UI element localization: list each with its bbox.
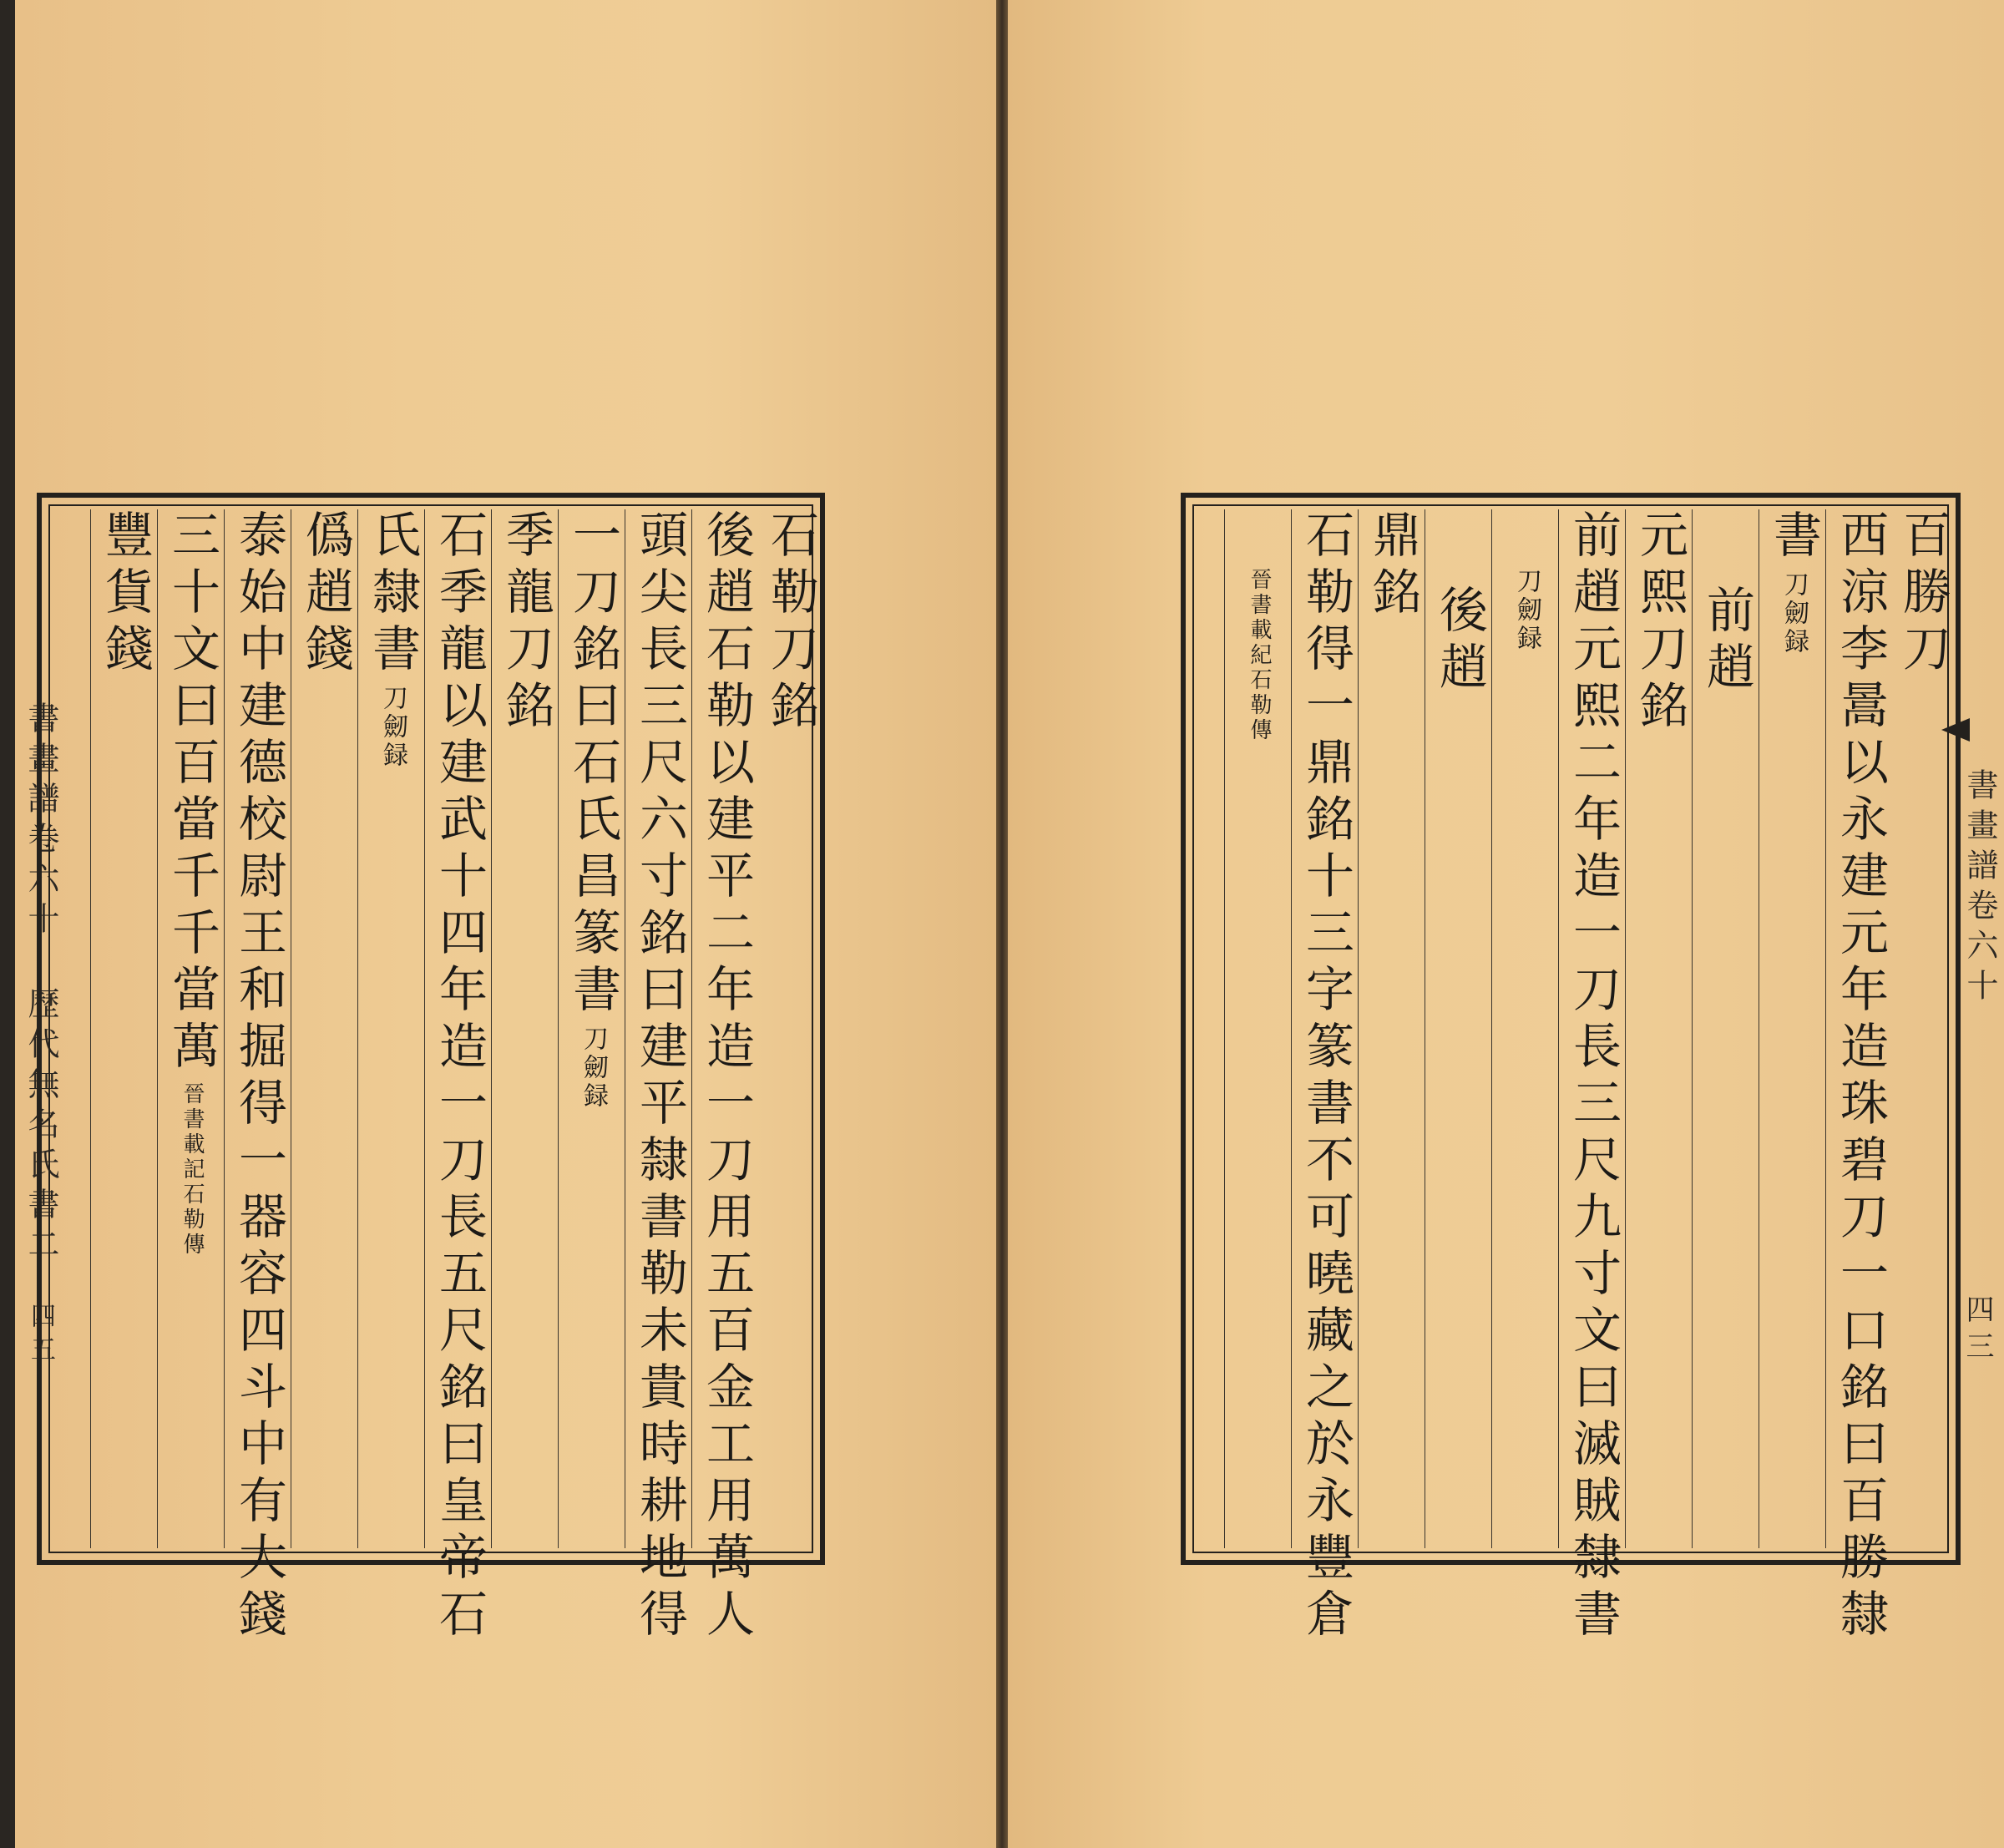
left-page-number: 四五 (26, 1303, 55, 1370)
column-text: 僞趙錢 (297, 509, 354, 680)
column-text: 鼎銘 (1364, 509, 1421, 623)
column-text: 三十文曰百當千千當萬 (164, 509, 220, 1077)
right-page-number: 四三 (1961, 1294, 1994, 1368)
text-column-2 (691, 509, 755, 1645)
text-column-1 (1892, 509, 1951, 1548)
text-column-8 (291, 509, 354, 1548)
text-column-1 (760, 509, 819, 1548)
text-column-7 (1491, 509, 1551, 1548)
text-column-5 (1625, 509, 1688, 1548)
text-column-10 (157, 509, 220, 1548)
column-text: 泰始中建德校尉王和掘得一器容四斗中有大錢 (230, 509, 287, 1645)
text-column-6 (1558, 509, 1622, 1645)
text-column-10 (1291, 509, 1354, 1645)
text-column-9 (224, 509, 287, 1645)
right-text-frame (1181, 493, 1961, 1645)
text-column-4 (558, 509, 621, 1548)
column-text: 元熙刀銘 (1632, 509, 1688, 737)
text-column-7 (357, 509, 421, 1548)
column-text: 季龍刀銘 (498, 509, 554, 737)
source-note: 晉書載記石勒傳 (180, 1082, 205, 1258)
column-text: 後趙 (1431, 585, 1488, 698)
column-text: 石勒得一鼎銘十三字篆書不可曉藏之於永豐倉 (1298, 509, 1354, 1645)
source-note: 晉書載紀石勒傳 (1247, 568, 1272, 743)
text-column-3 (625, 509, 688, 1645)
left-margin-strip: 書畫譜卷六十 歷代無名氏書二 (23, 701, 59, 1268)
text-column-11 (90, 509, 154, 1548)
text-column-6 (424, 509, 488, 1645)
right-margin-strip: 書畫譜卷六十 (1961, 768, 1998, 1009)
left-text-frame (37, 493, 825, 1645)
column-text: 頭尖長三尺六寸銘曰建平隸書勒未貴時耕地得 (631, 509, 688, 1645)
column-text: 前趙 (1698, 585, 1755, 698)
text-column-4 (1692, 509, 1755, 1548)
column-text: 氏隸書 (364, 509, 421, 680)
source-note: 刀劒録 (1779, 571, 1809, 656)
column-text: 西涼李暠以永建元年造珠碧刀一口銘曰百勝隸 (1832, 509, 1889, 1645)
column-text: 石季龍以建武十四年造一刀長五尺銘曰皇帝石 (431, 509, 488, 1645)
book-gutter (996, 0, 1008, 1848)
column-text: 後趙石勒以建平二年造一刀用五百金工用萬人 (698, 509, 755, 1645)
column-text: 石勒刀銘 (762, 509, 819, 737)
column-text: 書 (1765, 509, 1822, 566)
text-column-2 (1825, 509, 1889, 1645)
source-note: 刀劒録 (1512, 568, 1541, 653)
column-text: 一刀銘曰石氏昌篆書 (564, 509, 621, 1020)
text-column-5 (491, 509, 554, 1548)
column-text: 豐貨錢 (97, 509, 154, 680)
column-text: 百勝刀 (1895, 509, 1951, 680)
column-text: 前趙元熙二年造一刀長三尺九寸文曰滅賊隸書 (1565, 509, 1622, 1645)
text-column-8 (1425, 509, 1488, 1548)
text-column-9 (1358, 509, 1421, 1548)
source-note: 刀劒録 (579, 1025, 608, 1111)
text-column-3 (1759, 509, 1822, 1548)
text-column-11 (1224, 509, 1283, 1548)
source-note: 刀劒録 (378, 685, 407, 770)
fold-mark-icon (1941, 718, 1970, 742)
